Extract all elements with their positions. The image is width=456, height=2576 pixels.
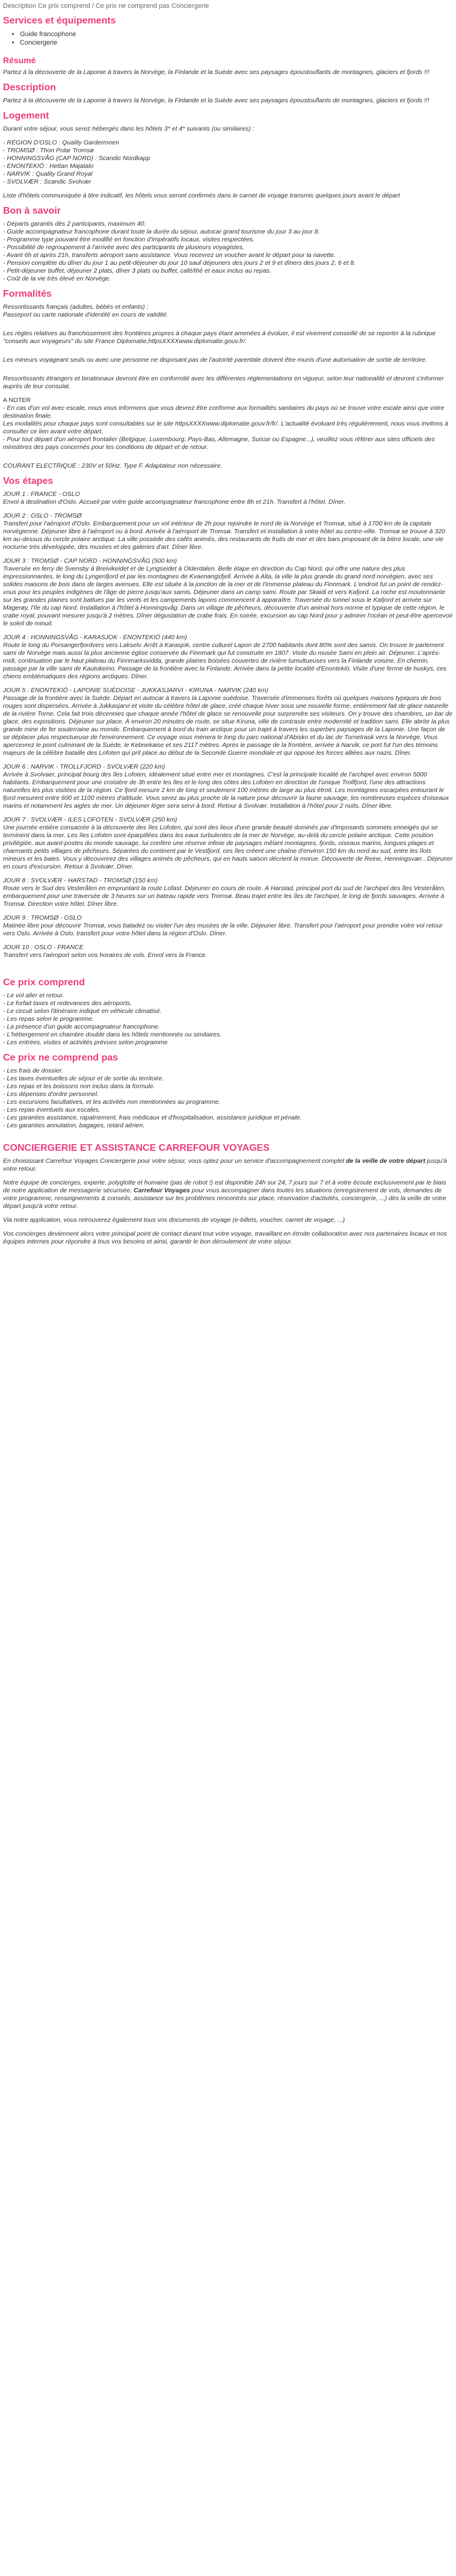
day-title: JOUR 8 : SVOLVÆR - HARSTAD - TROMSØ (150 km) — [3, 877, 158, 884]
day-text: Transfert pour l'aéroport d'Oslo. Embarquement pour un vol intérieur de 2h pour rejoindre le nord de la Norvège et Tromsø, situé à 1700 km de la capitale norvégienne. Déjeuner libre à l'aéroport ou à bord. Arrivée à l'aéroport de Tromsø. Transfert et installation à votre hôtel au centre-ville. Tromsø se trouve à 320 km au-dessus du cercle polaire arctique. La ville possède des cafés animés, des restaurants de fruits de mer et des bars proposant de la bière locale, une vie nocturne très développée, des musées et des galeries d'art. Dîner libre. — [3, 520, 445, 551]
list-item: • Guide francophone — [20, 30, 453, 39]
list-item: - Coût de la vie très élevé en Norvège. — [3, 275, 111, 282]
list-item: - Possibilité de regroupement à l'arrivée avec des participants de plusieurs voyagistes. — [3, 244, 245, 251]
list-item: - Les garanties assistance, rapatriement, frais médicaux et d'hospitalisation, assistance juridique et pénale. — [3, 1114, 302, 1121]
formalites-line: Passeport ou carte nationale d'identité en cours de validité. — [3, 311, 168, 318]
day-title: JOUR 9 : TROMSØ - OSLO — [3, 914, 82, 921]
day-text: Matinée libre pour découvrir Tromsø, vous baladez ou visiter l'un des musées de la ville. Déjeuner libre. Transfert pour l'aéroport pour prendre votre vol retour vers Oslo. Arrivée à Oslo, transfert pour votre hôtel dans la région d'Oslo. Dîner. — [3, 922, 443, 937]
day-text: Transfert vers l'aéroport selon vos horaires de vols. Envol vers la France. — [3, 952, 208, 959]
hotel-list — [3, 139, 453, 186]
list-item: - Pour tout départ d'un aéroport frontalier (Belgique, Luxembourg, Pays-Bas, Allemagne, Suisse ou Espagne...), veuillez vous référer aux sites officiels des ministères des pays concernés pour les conditions de départ et de retour. — [3, 436, 435, 451]
list-item: - ENONTEKIÖ : Hettan Majatalo — [3, 163, 94, 170]
list-item: - Guide accompagnateur francophone durant toute la durée du séjour, autocar grand tourisme du jour 3 au jour 8. — [3, 228, 320, 235]
list-item: - Les frais de dossier. — [3, 1067, 63, 1074]
list-item: - Départs garantis dès 2 participants, maximum 40. — [3, 220, 146, 228]
resume-text: Partez à la découverte de la Laponie à travers la Norvège, la Finlande et la Suède avec ses paysages époustouflants de montagnes, glaciers et fjords !!! — [3, 69, 430, 76]
formalites-heading: Formalités — [3, 289, 52, 299]
list-item: - TROMSØ : Thon Polar Tromsø — [3, 147, 94, 154]
list-item: - Les repas selon le programme. — [3, 1015, 94, 1023]
formalites-paragraph: Les règles relatives au franchissement des frontières propres à chaque pays étant amenées à évoluer, il est vivement conseillé de se reporter à la rubrique "conseils aux voyageurs" du site France Diplomatie,httpsXXXXwww.diplomatie.gouv.fr/. — [3, 330, 436, 345]
list-item: - Les garanties annulation, bagages, retard aérien. — [3, 1122, 145, 1129]
list-item: - Le vol aller et retour. — [3, 992, 64, 999]
day-text: Arrivée à Svolvaer, principal bourg des îles Lofoten, idéalement situé entre mer et montagnes. C'est la principale localité de l'archipel avec environ 5000 habitants. Embarquement pour une croisière de 3h entre les îles et le long des côtes des Lofoten en direction de l'unique Trollfjord, l'une des attractions naturelles les plus visitées de la région. Ce fjord mesure 2 km de long et seulement 100 mètres de large au plus étroit. Les montagnes escarpées entourant le fjord mesurent entre 600 et 1100 mètres d'altitude. Vous serez au plus proche de la nature pour découvrir la faune sauvage, les nombreuses espèces d'oiseaux marins et notamment les aigles de mer. Un déjeuner léger sera servi à bord. Retour à Svolvær. Installation à l'hôtel pour 2 nuits. Dîner libre. — [3, 771, 449, 810]
logement-heading: Logement — [3, 111, 49, 121]
comprend-list — [3, 992, 453, 1047]
day-text: Envol à destination d'Oslo. Accueil par votre guide accompagnateur francophone entre 8h et 21h. Transfert à l'hôtel. Dîner. — [3, 498, 346, 506]
list-item: - HONNINGSVÅG (CAP NORD) : Scandic Nordkapp — [3, 155, 150, 162]
list-item: - L'hébergement en chambre double dans les hôtels mentionnés ou similaires. — [3, 1031, 222, 1038]
list-item: - Le forfait taxes et redevances des aéroports. — [3, 1000, 132, 1007]
day-title: JOUR 4 : HONNINGSVÅG - KARASJOK - ENONTEKIÖ (440 km) — [3, 634, 187, 641]
list-item: - Les entrées, visites et activités prévues selon programme — [3, 1039, 168, 1046]
comprend-heading: Ce prix comprend — [3, 977, 85, 988]
list-item: - NARVIK : Quality Grand Royal — [3, 170, 93, 178]
day-text: Passage de la frontière avec la Suède. Départ en autocar à travers la Laponie suédoise. Traversée d'immenses forêts où quelques maisons typiques de bois rouges sont dispersées. Arrivée à Jukkasjarvi et visite du célèbre hôtel de glace, créé chaque hiver sous une nouvelle forme, entièrement fait de glace naturelle de la rivière Torne. Cela fait trois décennies que chaque année l'hôtel de glace se renouvelle pour surprendre ses visiteurs. On y trouve des chambres, un bar de glace, des expositions. Déjeuner sur place. À environ 20 minutes de route, se situe Kiruna, ville de contraste entre modernité et tradition sami. Elle abrite la plus grande mine de fer souterraine au monde. Embarquement à bord du train arctique pour un trajet à travers les superbes paysages de la Laponie. Une façon de se déplacer plus respectueuse de l'environnement. Ce voyage vous mènera le long du parc national d'Abisko et du lac de Tornetrask vers la Norvège. Vous apercevrez le point culminant de la Suède, le Kebnekaise et ses 2117 mètres. Après le passage de la frontière, arrivée à Narvik, ce port fut l'un des témoins majeurs de la célèbre bataille des Lofoten qui prit place au début de la Seconde Guerre mondiale et qui oppose les forces alliées aux nazis. Dîner. — [3, 695, 452, 757]
list-item: • Conciergerie — [20, 39, 453, 47]
page — [0, 0, 456, 1246]
logement-intro: Durant votre séjour, vous serez hébergés dans les hôtels 3* et 4* suivants (ou similaires) : — [3, 125, 254, 132]
etapes-heading: Vos étapes — [3, 476, 54, 486]
list-item: - Les excursions facultatives, et les activités non mentionnées au programme. — [3, 1098, 221, 1106]
day-title: JOUR 2 : OSLO - TROMSØ — [3, 512, 82, 519]
electric-note: COURANT ELECTRIQUE : 230V et 50Hz. Type F. Adaptateur non nécessaire. — [3, 462, 223, 469]
conciergerie-paragraph: En choisissant Carrefour Voyages Conciergerie pour votre séjour, vous optez pour un service d'accompagnement complet de la veille de votre départ jusqu'à votre retour. — [3, 1157, 447, 1172]
conciergerie-paragraph: Vos concierges deviennent alors votre principal point de contact durant tout votre voyage, travaillant en étroite collaboration avec nos partenaires locaux et nos équipes internes pour répondre à tous vos besoins et ainsi, garantir le bon déroulement de votre séjour. — [3, 1230, 447, 1245]
bon-a-savoir-list — [3, 220, 453, 283]
day-title: JOUR 1 : FRANCE - OSLO — [3, 491, 80, 498]
day-title: JOUR 5 : ENONTEKIÖ - LAPONIE SUÉDOISE - JUKKASJARVI - KIRUNA - NARVIK (240 km) — [3, 687, 268, 694]
conciergerie-paragraph: Notre équipe de concierges, experte, polyglotte et humaine (pas de robot !) est disponible 24h sur 24, 7 jours sur 7 et à votre écoute exclusivement par le biais de notre application de messagerie sécurisée, Carrefour Voyages pour vous accompagner dans toutes les situations (enregistrement de vols, demandes de votre programme, renseignements & conseils, assistance sur les problèmes rencontrés sur place, réservation d'activités, conciergerie, ...) dès la veille de votre départ jusqu'à votre retour. — [3, 1179, 446, 1210]
day-title: JOUR 10 : OSLO - FRANCE — [3, 944, 84, 951]
formalites-paragraph: Ressortissants étrangers et binationaux devront être en conformité avec les différentes réglementations en vigueur, selon leur nationalité et devront s'informer auprès de leur consulat. — [3, 375, 444, 390]
list-item: - Petit-déjeuner buffet, déjeuner 2 plats, dîner 3 plats ou buffet, café/thé et eaux inclus au repas. — [3, 267, 271, 274]
day-title: JOUR 3 : TROMSØ - CAP NORD - HONNINGSVÅG (500 km) — [3, 557, 177, 565]
list-item: - La présence d'un guide accompagnateur francophone. — [3, 1023, 160, 1030]
list-item: - Pension complète du dîner du jour 1 au petit-déjeuner du jour 10 sauf déjeuners des jours 2 et 9 et dîners des jours 2, 6 et 8. — [3, 259, 356, 267]
day-item — [3, 816, 453, 871]
day-item — [3, 491, 453, 506]
list-item: - Les taxes éventuelles de séjour et de sortie du territoire. — [3, 1075, 164, 1082]
conciergerie-heading: CONCIERGERIE ET ASSISTANCE CARREFOUR VOYAGES — [3, 1143, 270, 1153]
formalites-paragraph: Les mineurs voyageant seuls ou avec une personne ne disposant pas de l'autorité parentale doivent être munis d'une autorisation de sortie de territoire. — [3, 356, 428, 364]
day-item — [3, 557, 453, 628]
bon-a-savoir-heading: Bon à savoir — [3, 206, 61, 216]
description-text: Partez à la découverte de la Laponie à travers la Norvège, la Finlande et la Suède avec ses paysages époustouflants de montagnes, glaciers et fjords !!! — [3, 97, 430, 104]
day-text: Une journée entière consacrée à la découverte des îles Lofoten, qui sont des lieux d'une grande beauté dominés par d'imposants sommets enneigés qui se terminent dans la mer. Les îles Lofoten sont éparpillées dans les eaux turbulentes de la mer de Norvège, au-delà du cercle polaire arctique. Cette position privilégiée, aux avant-postes du monde sauvage, lui confère une réserve infinie de paysages mêlant montagnes, fjords, oiseaux marins, longues plages et charmants petits villages de pêcheurs. Séparées du continent par le Vestfjord, ces îles créent une chaîne d'environ 150 km du nord au sud, entre les îlots mineurs et les baies. Vous y découvrirez des villages animés de pêcheurs, qui en hauts saison décrient la morue. Découverte de Reine, Henningsvær...Déjeuner en cours d'excursion. Retour à Svolvær. Dîner. — [3, 824, 453, 870]
formalites-line: Ressortissants français (adultes, bébés et enfants) : — [3, 303, 149, 311]
day-item — [3, 687, 453, 757]
ne-comprend-pas-list — [3, 1067, 453, 1130]
list-item: - Les dépenses d'ordre personnel. — [3, 1091, 99, 1098]
services-heading: Services et équipements — [3, 16, 116, 26]
formalites-lines — [3, 303, 453, 319]
day-text: Route le long du Porsangerfjordvers vers Lakselv. Arrêt à Karasjok, centre culturel Lapon de 2700 habitants dont 80% sont des samis. On trouve le parlement sami de Norvège mais aussi la plus ancienne église conservée du Finnmark qui fut construite en 1807. Visite du musée Sami en plein air. Déjeuner. L'après-midi, continuation par le haut plateau du Finnmarksvidda, grande plaines boisées couvertes de rivière tumultueuses vers la Finlande voisine. En chemin, passage par la ville sami de Kautokeino. Passage de la frontière avec la Finlande. Arrivée dans la petite localité d'Enontekiö. Visite d'une ferme de huskys, ces chiens emblématiques des régions arctiques. Dîner. — [3, 642, 447, 680]
description-heading: Description — [3, 82, 57, 93]
day-item — [3, 877, 453, 908]
resume-heading: Résumé — [3, 55, 36, 65]
logement-note: Liste d'hôtels communiquée à titre indicatif, les hôtels vous seront confirmés dans le carnet de voyage transmis quelques jours avant le départ — [3, 192, 400, 199]
breadcrumb: Description Ce prix comprend / Ce prix ne comprend pas Conciergerie — [3, 2, 209, 10]
conciergerie-paragraph: Via notre application, vous retrouverez également tous vos documents de voyage (e-billets, voucher, carnet de voyage, ...) — [3, 1216, 345, 1224]
day-item — [3, 944, 453, 959]
a-noter-heading: A NOTER — [3, 397, 31, 404]
day-title: JOUR 6 : NARVIK - TROLLFJORD - SVOLVÆR (220 km) — [3, 763, 165, 770]
day-text: Route vers le Sud des Vesterålen en empruntant la route Lofast. Déjeuner en cours de route. À Harstad, principal port du sud de l'archipel des îles Vesterålen, embarquement pour une traversée de 3 heures sur un bateau rapide vers Tromsø. Beau trajet entre les îles de l'archipel, le long de fjords sauvages. Arrivée à Tromsø. Direction votre hôtel. Dîner libre. — [3, 885, 446, 908]
list-item: - Avant 6h et après 21h, transferts aéroport sans assistance. Vous recevrez un voucher avant le départ pour la navette. — [3, 252, 336, 259]
list-item: - En cas d'un vol avec escale, nous vous informons que vous devrez être conforme aux formalités sanitaires du pays où se trouve votre escale ainsi que votre destination finale. — [3, 404, 445, 420]
list-item: - SVOLVÆR : Scandic Svolvær — [3, 178, 91, 185]
a-noter-list — [3, 404, 453, 451]
list-item: - Le circuit selon l'itinéraire indiqué en véhicule climatisé. — [3, 1008, 162, 1015]
day-text: Traversée en ferry de Svensby à Breivikeidet et de Lyngseidet à Olderdalen. Belle étape en direction du Cap Nord, qui offre une nature des plus impressionnantes, le long du Lyngenfjord et par les montagnes de Kvaenangsfjell. Arrivée à Alta, la ville la plus grande du grand nord norvégien, avec ses solides maisons de bois dans de larges avenues. Elle est située à la jonction de la mer et de l'immense plateau du Finnmark. L'endroit fut un point de rendez-vous pour les peuples indigènes de l'âge de pierre jusqu'aux samis. Déjeuner dans un camp sami. Route par Skaidi et vers Kafjord. La roche est moutonnante sur les grandes plaines sont battues par les vents et les campements lapons commencent à apparaître. Traversée du tunnel sous le Kafjord et arrivée sur Magerøy, l'île du cap Nord. Installation à l'hôtel à Honningsvåg. Dans un village de pêcheurs, découverte d'un animal hors-norme et typique de cette région, le crabe royal, pouvant mesurer jusqu'à 2 mètres. Dîner dégustation de crabe frais. En soirée, excursion au cap Nord pour y admirer l'océan et peut-être apercevoir le soleil de minuit. — [3, 565, 453, 627]
day-list — [3, 491, 453, 959]
day-item — [3, 914, 453, 938]
ne-comprend-pas-heading: Ce prix ne comprend pas — [3, 1053, 119, 1063]
list-item: - Les repas éventuels aux escales. — [3, 1106, 100, 1113]
day-item — [3, 512, 453, 551]
list-item: - Programme type pouvant être modifié en fonction d'impératifs locaux, visites respectées. — [3, 236, 255, 243]
list-item: Les modalités pour chaque pays sont consultables sur le site httpsXXXXwww.diplomatie.gouv.fr/fr/. L'actualité évoluant très régulièrement, nous vous invitons à consulter ce lien avant votre départ. — [3, 420, 449, 435]
list-item: - Les repas et les boissons non inclus dans la formule. — [3, 1083, 155, 1090]
list-item: - RÉGION D'OSLO : Quality Gardermoen — [3, 139, 119, 146]
day-item — [3, 763, 453, 810]
day-item — [3, 634, 453, 681]
services-list — [3, 30, 453, 47]
day-title: JOUR 7 : SVOLVÆR - ILES LOFOTEN - SVOLVÆR (250 km) — [3, 816, 177, 823]
